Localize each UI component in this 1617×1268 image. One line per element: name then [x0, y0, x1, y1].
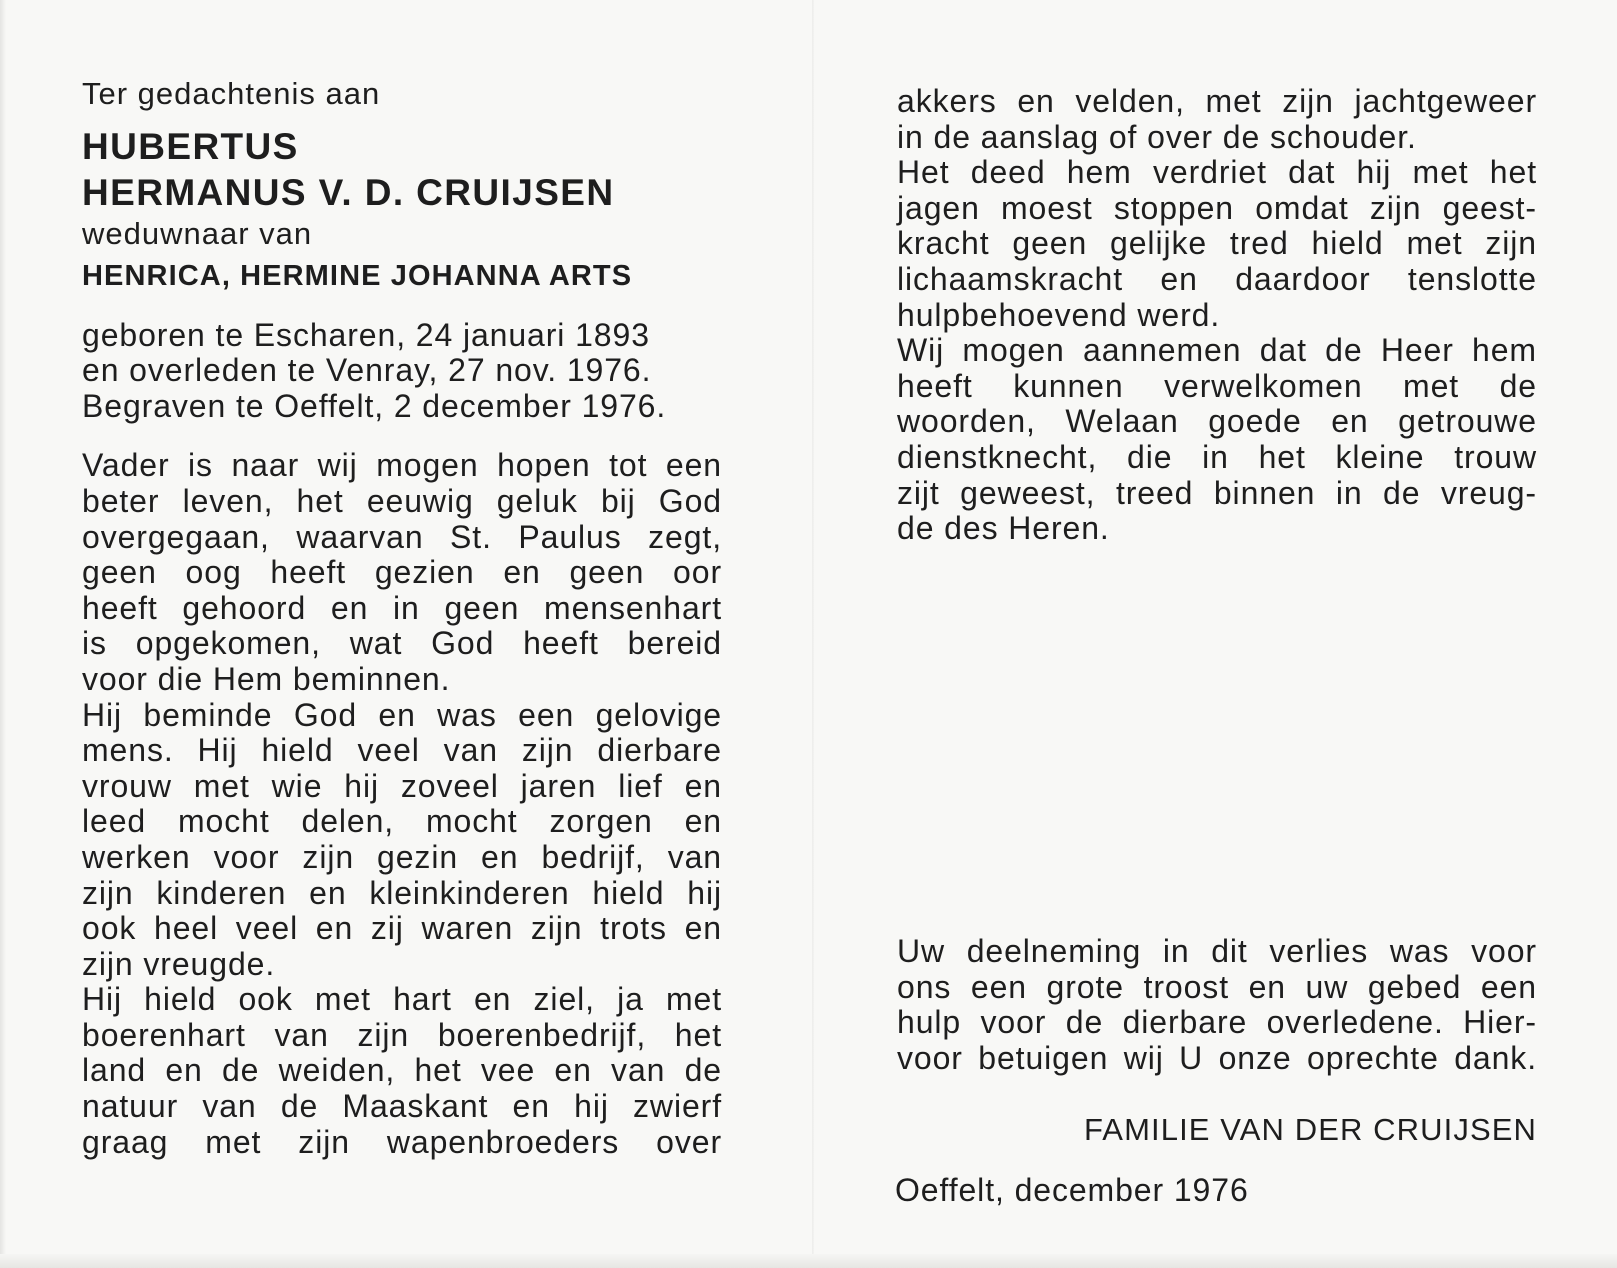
eulogy-line: Vader is naar wij mogen hopen tot een — [82, 447, 722, 484]
eulogy-line: heeft gehoord en in geen mensenhart — [82, 589, 722, 626]
eulogy-line: overgegaan, waarvan St. Paulus zegt, — [82, 518, 722, 555]
eulogy-line: geen oog heeft gezien en geen oor — [82, 554, 722, 591]
eulogy-line: voor die Hem beminnen. — [82, 660, 451, 697]
eulogy-text — [82, 448, 722, 1160]
dates-block — [82, 318, 722, 425]
eulogy-continued-line: lichaamskracht en daardoor tenslotte — [897, 260, 1537, 297]
eulogy-continued-line: dienstknecht, die in het kleine trouw — [897, 438, 1537, 475]
family-signature: FAMILIE VAN DER CRUIJSEN — [1083, 1112, 1537, 1147]
burial-line: Begraven te Oeffelt, 2 december 1976. — [82, 387, 667, 424]
eulogy-line: Hij hield ook met hart en ziel, ja met — [82, 981, 722, 1018]
eulogy-line: zijn kinderen en kleinkinderen hield hij — [82, 874, 722, 911]
eulogy-continued-line: kracht geen gelijke tred hield met zijn — [897, 225, 1537, 262]
eulogy-continued-line: hulpbehoevend werd. — [897, 296, 1221, 333]
eulogy-line: beter leven, het eeuwig geluk bij God — [82, 482, 722, 519]
deceased-name-line-1: HUBERTUS — [82, 125, 299, 167]
thanks-line: voor betuigen wij U onze oprechte dank. — [897, 1039, 1537, 1076]
thanks-line: Uw deelneming in dit verlies was voor — [897, 933, 1537, 969]
eulogy-continued-line: Wij mogen aannemen dat de Heer hem — [897, 332, 1537, 369]
eulogy-continued-line: jagen moest stoppen omdat zijn geest- — [897, 189, 1537, 226]
eulogy-line: zijn vreugde. — [82, 945, 276, 982]
eulogy-continued-line: heeft kunnen verwelkomen met de — [897, 367, 1537, 404]
eulogy-line: mens. Hij hield veel van zijn dierbare — [82, 732, 722, 769]
card-fold-line — [812, 0, 814, 1268]
eulogy-continued-line: akkers en velden, met zijn jachtgeweer — [897, 83, 1537, 119]
card-left-edge — [0, 0, 6, 1268]
eulogy-line: werken voor zijn gezin en bedrijf, van — [82, 838, 722, 875]
eulogy-line: boerenhart van zijn boerenbedrijf, het — [82, 1016, 722, 1053]
eulogy-continued-line: woorden, Welaan goede en getrouwe — [897, 403, 1537, 440]
eulogy-line: is opgekomen, wat God heeft bereid — [82, 625, 722, 662]
thanks-line: ons een grote troost en uw gebed een — [897, 968, 1537, 1005]
eulogy-continued-line: zijt geweest, treed binnen in de vreug- — [897, 474, 1537, 511]
left-panel — [82, 76, 722, 1160]
birth-line: geboren te Escharen, 24 januari 1893 — [82, 316, 650, 353]
eulogy-line: land en de weiden, het vee en van de — [82, 1052, 722, 1089]
eulogy-line: vrouw met wie hij zoveel jaren lief en — [82, 767, 722, 804]
intro-text: Ter gedachtenis aan — [82, 76, 381, 111]
eulogy-line: leed mocht delen, mocht zorgen en — [82, 803, 722, 840]
eulogy-continued-line: in de aanslag of over de schouder. — [897, 118, 1417, 155]
eulogy-line: natuur van de Maaskant en hij zwierf — [82, 1088, 722, 1125]
eulogy-continued-line: de des Heren. — [897, 510, 1110, 547]
eulogy-line: graag met zijn wapenbroeders over — [82, 1123, 722, 1160]
eulogy-line: Hij beminde God en was een gelovige — [82, 696, 722, 733]
deceased-name-line-2: HERMANUS V. D. CRUIJSEN — [82, 171, 615, 213]
thanks-text — [897, 934, 1537, 1076]
eulogy-continued-line: Het deed hem verdriet dat hij met het — [897, 154, 1537, 191]
death-line: en overleden te Venray, 27 nov. 1976. — [82, 352, 652, 389]
right-panel — [897, 84, 1537, 547]
eulogy-line: ook heel veel en zij waren zijn trots en — [82, 910, 722, 947]
card-bottom-edge — [0, 1254, 1617, 1268]
relation-text: weduwnaar van — [82, 215, 313, 251]
spouse-name: HENRICA, HERMINE JOHANNA ARTS — [82, 259, 633, 292]
place-and-date: Oeffelt, december 1976 — [895, 1172, 1249, 1208]
thanks-line: hulp voor de dierbare overledene. Hier- — [897, 1004, 1537, 1041]
